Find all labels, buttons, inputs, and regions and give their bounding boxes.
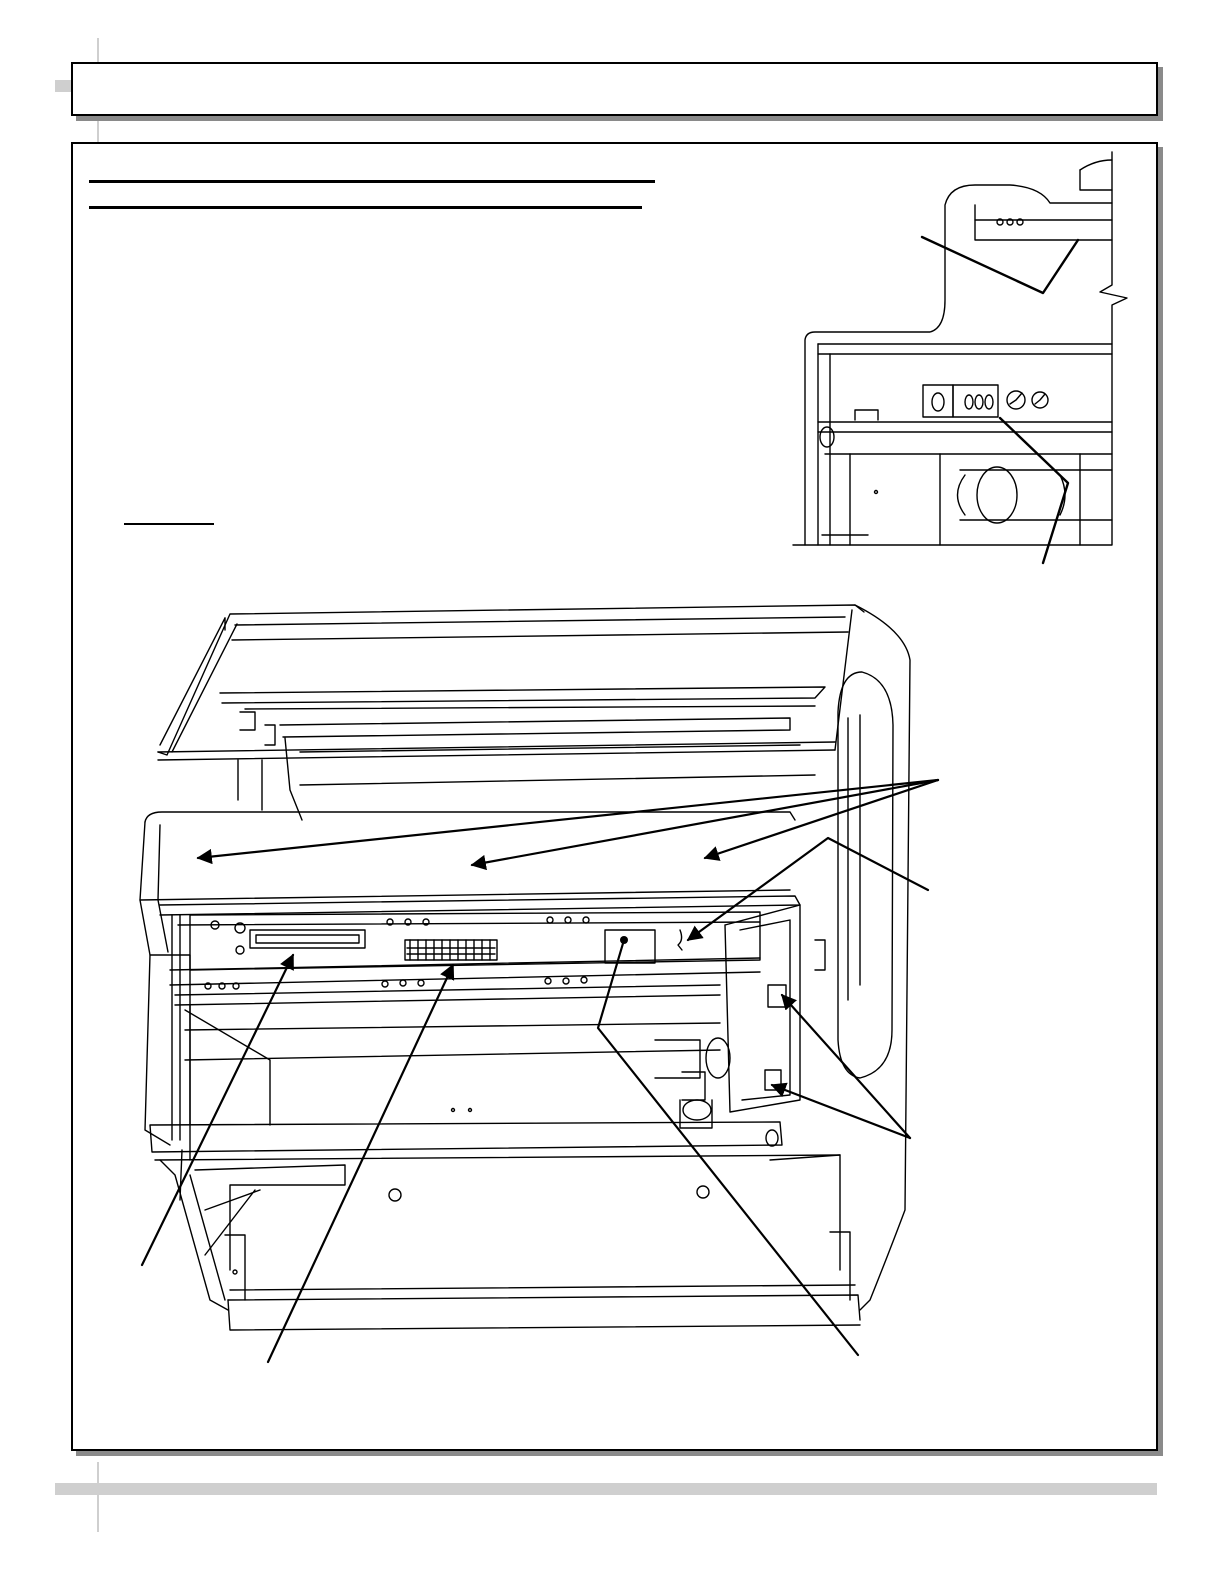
main-unit-drawing [140, 605, 910, 1330]
top-panel-arrow-left [198, 780, 938, 858]
right-lower-arrow-lower [772, 1085, 910, 1138]
terminal-strip-arrow [268, 965, 453, 1362]
bottom-right-pointer [598, 940, 858, 1355]
right-lower-arrow-upper [782, 995, 910, 1138]
bottom-right-pointer-dot [620, 936, 628, 944]
callout-arrows [142, 780, 938, 1362]
inset-detail [793, 152, 1127, 545]
inset-lower-pointer-line [1000, 418, 1068, 563]
terminal-strip [405, 940, 497, 960]
